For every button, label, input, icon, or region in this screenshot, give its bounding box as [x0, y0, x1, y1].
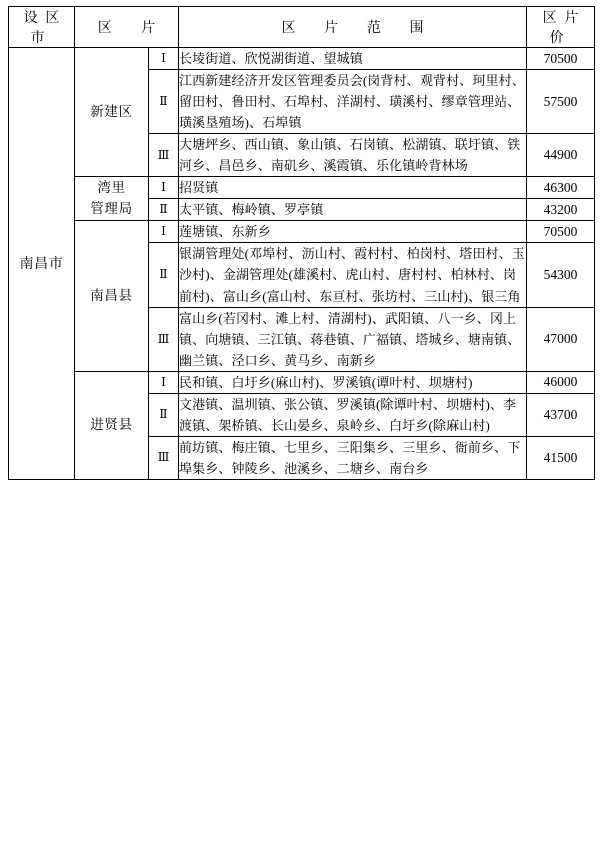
- cell-zone: Ⅰ: [149, 48, 179, 70]
- header-city: 设区市: [9, 7, 75, 48]
- cell-range: 江西新建经济开发区管理委员会(岗背村、观背村、珂里村、留田村、鲁田村、石埠村、洋湖村、璜溪村、缪章管理站、璜溪垦殖场)、石埠镇: [179, 70, 527, 134]
- cell-price: 57500: [527, 70, 595, 134]
- cell-zone: Ⅱ: [149, 243, 179, 307]
- table-header-row: [9, 7, 595, 48]
- cell-district-xinjian: 新建区: [75, 48, 149, 177]
- header-price: 区片价: [527, 7, 595, 48]
- cell-price: 47000: [527, 307, 595, 371]
- district-line-1: 湾里: [97, 179, 126, 195]
- table-body: [9, 48, 595, 480]
- cell-district-wanli: [75, 177, 149, 221]
- cell-zone: Ⅱ: [149, 199, 179, 221]
- cell-range: 文港镇、温圳镇、张公镇、罗溪镇(除谭叶村、坝塘村)、李渡镇、架桥镇、长山晏乡、泉岭乡、白圩乡(除麻山村): [179, 393, 527, 436]
- cell-price: 41500: [527, 436, 595, 479]
- cell-price: 43200: [527, 199, 595, 221]
- cell-zone: Ⅱ: [149, 70, 179, 134]
- cell-range: 银湖管理处(邓埠村、沥山村、霞村村、柏岗村、塔田村、玉沙村)、金湖管理处(雄溪村、虎山村、唐村村、柏林村、岗前村)、富山乡(富山村、东亘村、张坊村、三山村)、银三角: [179, 243, 527, 307]
- cell-range: 莲塘镇、东新乡: [179, 221, 527, 243]
- table-header: [9, 7, 595, 48]
- table-row: [9, 177, 595, 199]
- cell-price: 54300: [527, 243, 595, 307]
- cell-district-nanchangxian: 南昌县: [75, 221, 149, 371]
- cell-price: 70500: [527, 48, 595, 70]
- land-zone-price-table: [8, 6, 595, 480]
- cell-range: 长堎街道、欣悦湖街道、望城镇: [179, 48, 527, 70]
- cell-zone: Ⅲ: [149, 436, 179, 479]
- cell-price: 43700: [527, 393, 595, 436]
- cell-range: 前坊镇、梅庄镇、七里乡、三阳集乡、三里乡、衙前乡、下埠集乡、钟陵乡、池溪乡、二塘乡、南台乡: [179, 436, 527, 479]
- cell-price: 46300: [527, 177, 595, 199]
- cell-range: 民和镇、白圩乡(麻山村)、罗溪镇(谭叶村、坝塘村): [179, 371, 527, 393]
- table-row: [9, 371, 595, 393]
- cell-zone: Ⅲ: [149, 134, 179, 177]
- cell-range: 富山乡(若冈村、滩上村、清湖村)、武阳镇、八一乡、冈上镇、向塘镇、三江镇、蒋巷镇、广福镇、塔城乡、塘南镇、幽兰镇、泾口乡、黄马乡、南新乡: [179, 307, 527, 371]
- table-row: [9, 221, 595, 243]
- cell-price: 70500: [527, 221, 595, 243]
- header-district: 区 片: [75, 7, 179, 48]
- cell-district-jinxian: 进贤县: [75, 371, 149, 479]
- cell-range: 太平镇、梅岭镇、罗亭镇: [179, 199, 527, 221]
- cell-zone: Ⅰ: [149, 177, 179, 199]
- cell-range: 大塘坪乡、西山镇、象山镇、石岗镇、松湖镇、联圩镇、铁河乡、昌邑乡、南矶乡、溪霞镇、乐化镇岭背林场: [179, 134, 527, 177]
- cell-price: 44900: [527, 134, 595, 177]
- table-row: [9, 48, 595, 70]
- cell-zone: Ⅱ: [149, 393, 179, 436]
- cell-zone: Ⅲ: [149, 307, 179, 371]
- cell-price: 46000: [527, 371, 595, 393]
- cell-range: 招贤镇: [179, 177, 527, 199]
- header-range: 区 片 范 围: [179, 7, 527, 48]
- cell-zone: Ⅰ: [149, 371, 179, 393]
- cell-zone: Ⅰ: [149, 221, 179, 243]
- cell-city: 南昌市: [9, 48, 75, 480]
- district-line-2: 管理局: [90, 200, 133, 216]
